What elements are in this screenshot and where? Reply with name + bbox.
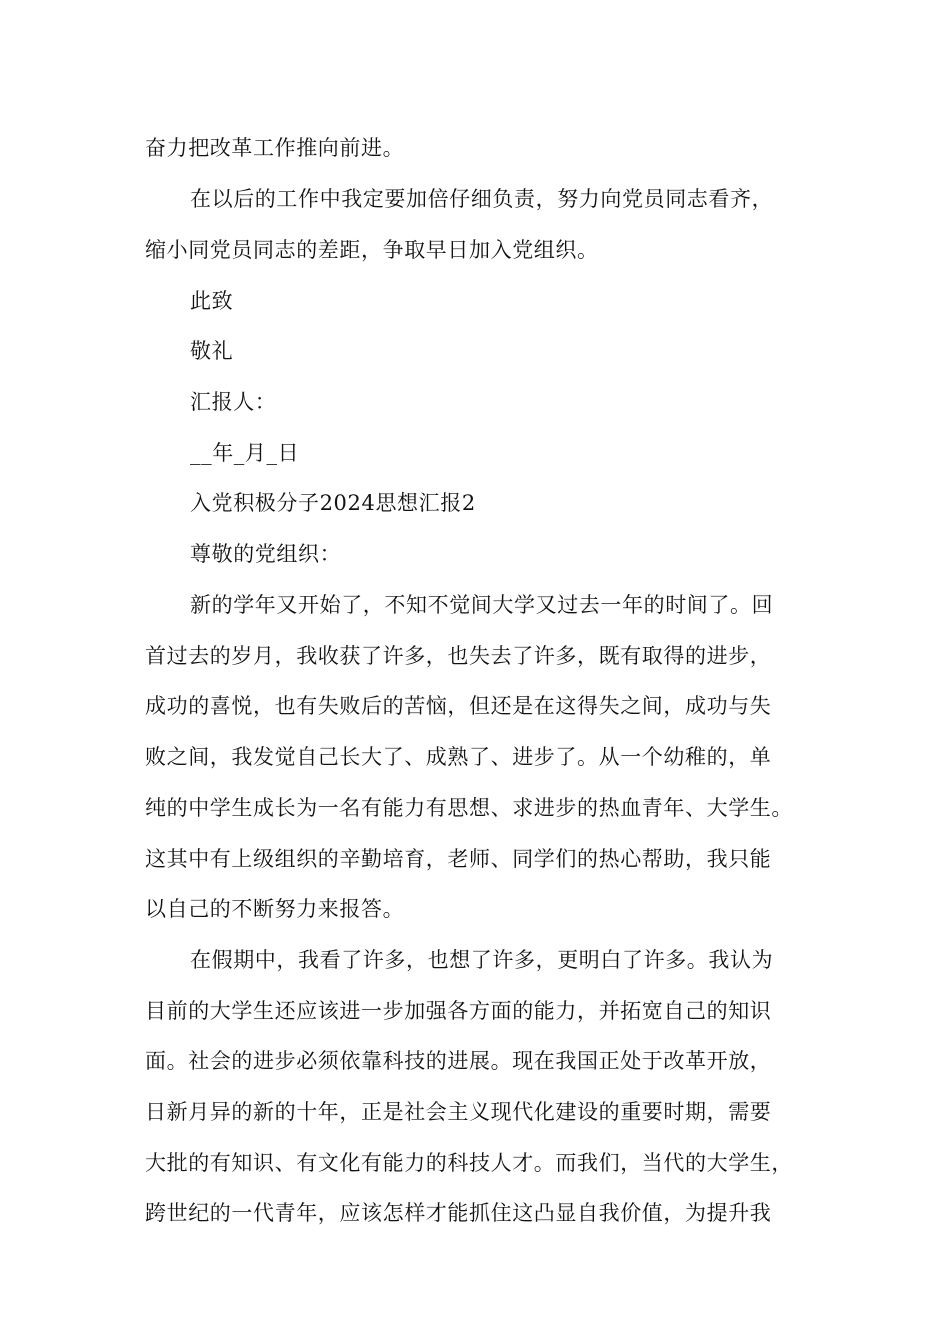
paragraph-line: 在假期中，我看了许多，也想了许多，更明白了许多。我认为 <box>190 948 774 972</box>
reporter-label: 汇报人： <box>190 390 277 414</box>
paragraph-line: 这其中有上级组织的辛勤培育，老师、同学们的热心帮助，我只能 <box>145 847 772 871</box>
paragraph-line: 纯的中学生成长为一名有能力有思想、求进步的热血青年、大学生。 <box>145 796 793 820</box>
paragraph-line: 日新月异的新的十年，正是社会主义现代化建设的重要时期，需要 <box>145 1100 772 1124</box>
paragraph-line: 跨世纪的一代青年，应该怎样才能抓住这凸显自我价值，为提升我 <box>145 1201 772 1225</box>
paragraph-line: 败之间，我发觉自己长大了、成熟了、进步了。从一个幼稚的，单 <box>145 745 772 769</box>
date-line: __年_月_日 <box>190 441 300 465</box>
paragraph-line: 以自己的不断努力来报答。 <box>145 897 405 921</box>
paragraph-line: 奋力把改革工作推向前进。 <box>145 136 405 160</box>
closing-phrase: 此致 <box>190 289 234 313</box>
closing-salutation: 敬礼 <box>190 339 234 363</box>
section-title: 入党积极分子2024思想汇报2 <box>190 491 476 515</box>
paragraph-line: 首过去的岁月，我收获了许多，也失去了许多，既有取得的进步， <box>145 644 772 668</box>
paragraph-line: 大批的有知识、有文化有能力的科技人才。而我们，当代的大学生， <box>145 1151 793 1175</box>
paragraph-line: 目前的大学生还应该进一步加强各方面的能力，并拓宽自己的知识 <box>145 999 772 1023</box>
paragraph-line: 缩小同党员同志的差距，争取早日加入党组织。 <box>145 238 599 262</box>
paragraph-line: 新的学年又开始了，不知不觉间大学又过去一年的时间了。回 <box>190 593 774 617</box>
paragraph-line: 成功的喜悦，也有失败后的苦恼，但还是在这得失之间，成功与失 <box>145 694 772 718</box>
greeting: 尊敬的党组织： <box>190 542 342 566</box>
paragraph-line: 面。社会的进步必须依靠科技的进展。现在我国正处于改革开放， <box>145 1049 772 1073</box>
paragraph-line: 在以后的工作中我定要加倍仔细负责，努力向党员同志看齐， <box>190 187 774 211</box>
